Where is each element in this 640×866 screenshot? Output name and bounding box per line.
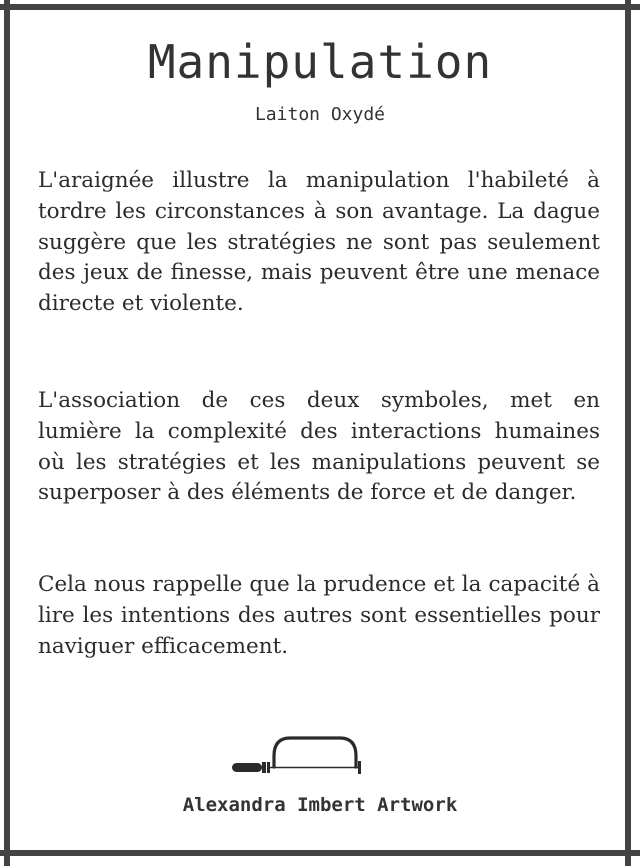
artist-signature: Alexandra Imbert Artwork	[182, 794, 458, 816]
paragraph-2: L'association de ces deux symboles, met en lumière la complexité des interactions humaines où les stratégies et les manipulations peuvent se superposer à des éléments de force et de danger.	[38, 388, 600, 506]
paragraph-1: L'araignée illustre la manipulation l'habileté à tordre les circonstances à son avantage. La dague suggère que les stratégies ne sont pas seulement des jeux de finesse, mais peuvent être une menace directe et violente.	[38, 168, 600, 317]
frame-top-border	[0, 4, 640, 10]
card-title: Manipulation	[147, 35, 493, 89]
paragraph-3: Cela nous rappelle que la prudence et la capacité à lire les intentions des autres sont essentielles pour naviguer efficacement.	[38, 572, 600, 659]
frame-bottom-border	[0, 850, 640, 856]
jeweler-saw-icon	[230, 732, 370, 782]
card-subtitle: Laiton Oxydé	[254, 104, 386, 125]
